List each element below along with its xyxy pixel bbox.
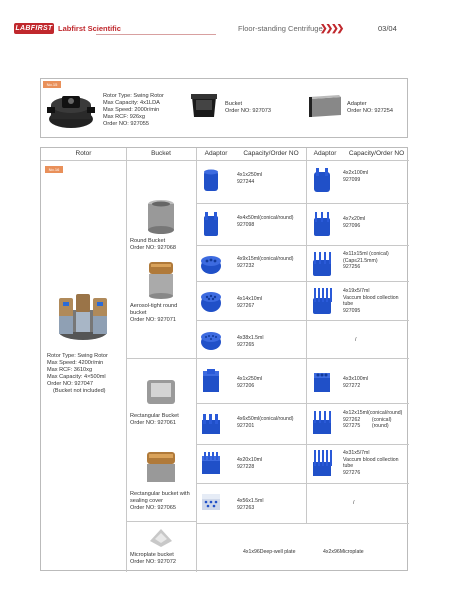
spec-line: Rotor Type: Swing Rotor bbox=[47, 353, 108, 359]
capacity: 4x12x15ml(conical/round) bbox=[343, 410, 403, 416]
spec-line: Max Capacity: 4×500ml bbox=[47, 374, 106, 380]
capacity: 4x9x15ml(conical/round) bbox=[237, 256, 294, 262]
capacity-cell bbox=[343, 376, 368, 389]
capacity-cell bbox=[237, 215, 294, 228]
divider bbox=[196, 403, 409, 404]
rotor-tag: No.15 bbox=[43, 81, 61, 88]
capacity-cell bbox=[237, 416, 294, 429]
order-no: 927201 bbox=[237, 422, 255, 429]
bucket-name: Microplate bucket bbox=[130, 552, 174, 558]
spec-line: Max Speed: 2000r/min bbox=[103, 107, 160, 113]
capacity-cell bbox=[237, 256, 294, 269]
divider bbox=[196, 483, 409, 484]
order-no: 927265 bbox=[237, 341, 255, 348]
bucket-name: bucket bbox=[130, 310, 147, 316]
rotor-16-image bbox=[55, 288, 111, 344]
note: (Cap≤21.5mm) bbox=[343, 257, 378, 264]
bucket-order: Order NO: 927071 bbox=[130, 317, 177, 323]
spec-line: Rotor Type: Swing Rotor bbox=[103, 93, 164, 99]
sealed-rect-bucket-label bbox=[130, 491, 190, 512]
divider bbox=[196, 523, 409, 524]
empty-cell: / bbox=[355, 337, 357, 343]
capacity-cell bbox=[343, 410, 402, 430]
capacity: 4x1x250ml bbox=[237, 376, 263, 382]
adapter-rect-1x250-icon bbox=[200, 368, 222, 394]
rotor-16-table bbox=[40, 147, 408, 571]
aerosol-bucket-label bbox=[130, 303, 177, 324]
capacity-cell bbox=[343, 170, 368, 183]
microplate-deepwell: 4x1x96Deep-well plate bbox=[243, 549, 296, 555]
page-number: 03/04 bbox=[378, 24, 397, 33]
round-bucket-image bbox=[145, 198, 177, 236]
bucket-order: Order NO: 927065 bbox=[130, 505, 177, 511]
adapter-rect-20x10-icon bbox=[199, 450, 223, 476]
note: tube bbox=[343, 301, 354, 308]
adapter-rect-12x15-icon bbox=[310, 408, 334, 436]
order-no: 927232 bbox=[237, 262, 255, 269]
rotor-15-panel bbox=[40, 78, 408, 138]
section-title: Floor-standing Centrifuge bbox=[238, 24, 323, 33]
capacity: 4x38x1.5ml bbox=[237, 335, 264, 341]
capacity-cell bbox=[237, 296, 262, 309]
adapter-label: Adapter bbox=[347, 101, 367, 107]
note: tube bbox=[343, 463, 354, 470]
capacity: 4x20x10ml bbox=[237, 457, 263, 463]
divider bbox=[196, 281, 409, 282]
spec-line: Order NO: 927047 bbox=[47, 381, 94, 387]
col-header-capacity: Capacity/Order NO bbox=[243, 150, 299, 157]
order-no: 927098 bbox=[237, 221, 255, 228]
divider bbox=[196, 444, 409, 445]
rotor-tag: No.16 bbox=[45, 166, 63, 173]
col-header-bucket: Bucket bbox=[151, 150, 171, 157]
capacity: 4x3x100ml bbox=[343, 376, 369, 382]
divider bbox=[126, 521, 196, 522]
bucket-name: sealing cover bbox=[130, 498, 163, 504]
capacity-cell bbox=[237, 457, 262, 470]
col-header-capacity: Capacity/Order NO bbox=[348, 150, 405, 157]
adapter-7x20-icon bbox=[311, 210, 333, 238]
microplate-bucket-image bbox=[147, 525, 175, 549]
capacity-cell bbox=[343, 251, 389, 271]
spec-line: (Bucket not included) bbox=[53, 388, 106, 394]
order-no: 927275 (round) bbox=[343, 423, 389, 430]
capacity: 4x2x100ml bbox=[343, 170, 369, 176]
col-header-adaptor: Adaptor bbox=[204, 150, 228, 157]
capacity-cell bbox=[237, 172, 262, 185]
capacity-cell bbox=[237, 335, 264, 348]
adapter-2x100-icon bbox=[311, 166, 333, 194]
page-header bbox=[0, 0, 450, 40]
spec-line: Max RCF: 926xg bbox=[103, 114, 145, 120]
capacity-cell bbox=[343, 288, 399, 314]
order-no: 927228 bbox=[237, 463, 255, 470]
capacity-cell bbox=[237, 376, 262, 389]
rotor-16-specs bbox=[47, 353, 108, 395]
sealed-rect-bucket-image bbox=[143, 450, 179, 486]
round-bucket-label bbox=[130, 238, 176, 252]
labfirst-logo: LABFIRST bbox=[15, 25, 53, 32]
adapter-19x5-icon bbox=[310, 286, 334, 316]
capacity: 4x14x10ml bbox=[237, 296, 263, 302]
divider bbox=[126, 148, 127, 572]
divider bbox=[196, 358, 409, 359]
spec-line: Max Speed: 4200r/min bbox=[47, 360, 104, 366]
col-header-adaptor: Adaptor bbox=[313, 150, 337, 157]
adapter-rect-6x50-icon bbox=[199, 410, 223, 436]
empty-cell: / bbox=[353, 500, 355, 506]
divider bbox=[196, 245, 409, 246]
adapter-11x15-icon bbox=[310, 250, 334, 278]
aerosol-bucket-image bbox=[145, 260, 177, 300]
bucket-name: Rectangular bucket with bbox=[130, 491, 190, 497]
order-no: 927099 bbox=[343, 176, 361, 183]
adapter-image bbox=[307, 93, 343, 121]
divider bbox=[126, 358, 196, 359]
adapter-order: Order NO: 927254 bbox=[347, 108, 394, 114]
bucket-name: Round Bucket bbox=[130, 238, 166, 244]
capacity: 4x7x20ml bbox=[343, 216, 366, 222]
chevrons-icon: ❯❯❯❯ bbox=[320, 23, 343, 33]
swing-rotor-image bbox=[45, 91, 97, 131]
order-no: 927276 bbox=[343, 469, 361, 476]
adapter-rect-56x1.5-icon bbox=[199, 490, 223, 514]
divider bbox=[196, 203, 409, 204]
divider bbox=[41, 160, 409, 161]
order-no: 927206 bbox=[237, 382, 255, 389]
capacity-cell bbox=[343, 450, 399, 476]
bucket-name: Aerosol-tight round bbox=[130, 303, 178, 309]
capacity-cell bbox=[237, 498, 264, 511]
spec-line: Order NO: 927055 bbox=[103, 121, 150, 127]
rectangular-bucket-image bbox=[143, 376, 179, 408]
bucket-label: Bucket bbox=[225, 101, 243, 107]
adapter-info bbox=[347, 101, 393, 115]
capacity: 4x11x15ml (conical) bbox=[343, 251, 389, 257]
adapter-4x50-icon bbox=[200, 210, 222, 238]
order-no: 927256 bbox=[343, 264, 361, 271]
capacity: 4x4x50ml(conical/round) bbox=[237, 215, 294, 221]
order-no: 927096 bbox=[343, 222, 361, 229]
adapter-38x1.5-icon bbox=[199, 328, 223, 352]
capacity: 4x19x5/7ml bbox=[343, 288, 370, 294]
microplate-standard: 4x2x96Microplate bbox=[323, 549, 364, 555]
order-no: 927267 bbox=[237, 302, 255, 309]
divider bbox=[196, 148, 197, 572]
capacity: 4x6x50ml(conical/round) bbox=[237, 416, 294, 422]
bucket-order: Order NO: 927072 bbox=[130, 559, 177, 565]
capacity-cell bbox=[343, 216, 365, 229]
rectangular-bucket-label bbox=[130, 413, 179, 427]
bucket-info bbox=[225, 101, 271, 115]
spec-line: Max RCF: 3610xg bbox=[47, 367, 93, 373]
bucket-order: Order NO: 927068 bbox=[130, 245, 177, 251]
divider bbox=[196, 320, 409, 321]
microplate-bucket-label bbox=[130, 552, 176, 566]
capacity: 4x31x5/7ml bbox=[343, 450, 370, 456]
note: Vaccum blood collection bbox=[343, 456, 399, 463]
adapter-rect-3x100-icon bbox=[311, 370, 333, 394]
note: Vaccum blood collection bbox=[343, 294, 399, 301]
capacity: 4x1x250ml bbox=[237, 172, 263, 178]
divider bbox=[306, 148, 307, 523]
bucket-name: Rectangular Bucket bbox=[130, 413, 179, 419]
adapter-9x15-icon bbox=[199, 252, 223, 276]
adapter-14x10-icon bbox=[199, 288, 223, 314]
order-no: 927244 bbox=[237, 178, 255, 185]
col-header-rotor: Rotor bbox=[75, 150, 92, 157]
order-no: 927095 bbox=[343, 307, 361, 314]
header-divider bbox=[96, 34, 216, 35]
rotor-15-specs bbox=[103, 93, 164, 128]
bucket-order: Order NO: 927061 bbox=[130, 420, 177, 426]
order-no: 927272 bbox=[343, 382, 361, 389]
adapter-1x250-icon bbox=[201, 168, 221, 194]
bucket-order: Order NO: 927073 bbox=[225, 108, 272, 114]
spec-line: Max Capacity: 4x1LDA bbox=[103, 100, 160, 106]
order-no: 927263 bbox=[237, 504, 255, 511]
order-no: 927262 (conical) bbox=[343, 416, 392, 423]
bucket-image bbox=[189, 91, 219, 121]
brand-name: Labfirst Scientific bbox=[58, 24, 121, 33]
adapter-rect-31x5-icon bbox=[310, 448, 334, 478]
capacity: 4x56x1.5ml bbox=[237, 498, 264, 504]
